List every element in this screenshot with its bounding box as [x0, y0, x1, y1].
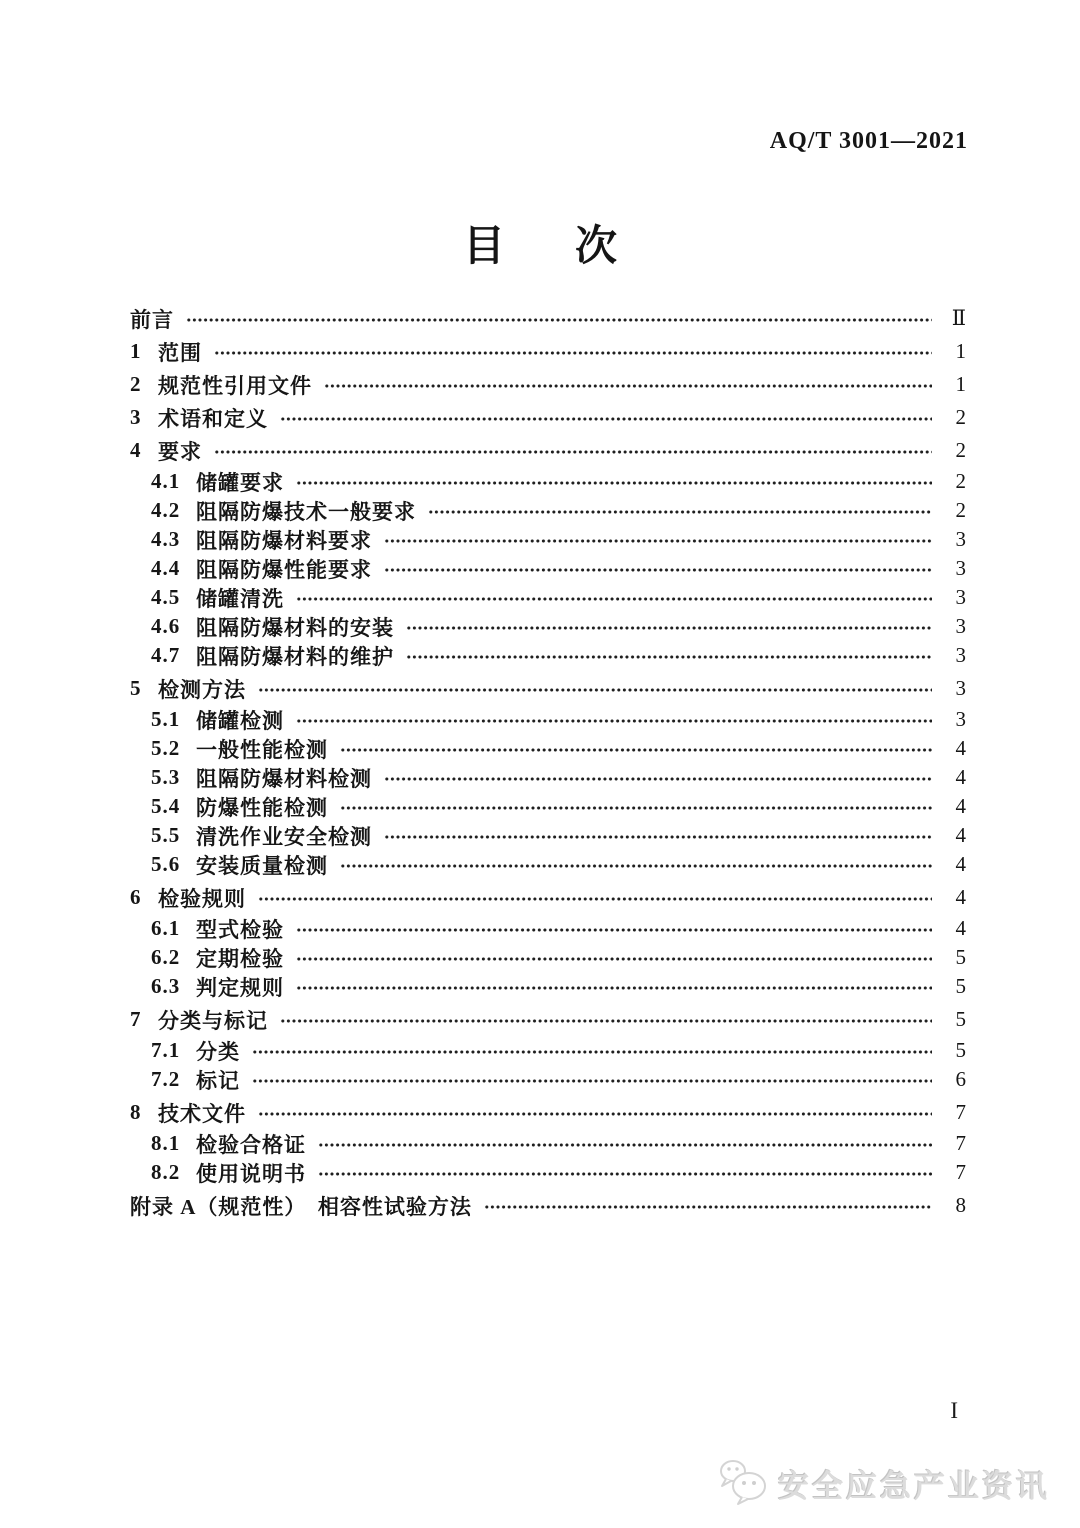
- toc-entry-number: 6: [130, 885, 142, 909]
- toc-entry-number: 7.1: [151, 1038, 181, 1062]
- toc-entry-label: 范围: [158, 340, 202, 365]
- toc-entry-number: 5.6: [151, 852, 181, 876]
- toc-entry-number: 5.4: [151, 794, 181, 818]
- toc-entry-label: 防爆性能检测: [196, 795, 328, 820]
- dot-leader-icon: [252, 1036, 932, 1065]
- toc-entry-label: 储罐清洗: [196, 586, 284, 611]
- toc-entry-label: 阻隔防爆技术一般要求: [196, 499, 416, 524]
- dot-leader-icon: [324, 370, 932, 399]
- toc-entry-page: 4: [955, 823, 966, 847]
- toc-entry: [130, 467, 966, 496]
- toc-entry-page: 7: [955, 1131, 966, 1155]
- page-title: 目 次: [462, 224, 631, 270]
- toc-entry-label: 术语和定义: [158, 406, 268, 431]
- toc-entry: [130, 972, 966, 1001]
- toc-entry: [130, 914, 966, 943]
- toc-entry-label: 判定规则: [196, 975, 284, 1000]
- dot-leader-icon: [296, 914, 932, 943]
- toc-entry-page: 3: [955, 676, 966, 700]
- watermark: [718, 1458, 1050, 1508]
- toc-entry-label: 附录 A（规范性） 相容性试验方法: [130, 1194, 472, 1219]
- dot-leader-icon: [258, 674, 932, 703]
- toc-entry-page: 4: [955, 852, 966, 876]
- dot-leader-icon: [296, 943, 932, 972]
- toc-entry-number: 3: [130, 405, 142, 429]
- toc-entry: [130, 674, 966, 703]
- toc-entry-number: 2: [130, 372, 142, 396]
- dot-leader-icon: [258, 883, 932, 912]
- dot-leader-icon: [186, 304, 932, 333]
- toc-entry-label: 技术文件: [158, 1101, 246, 1126]
- toc-entry-label: 前言: [130, 307, 174, 332]
- dot-leader-icon: [214, 337, 932, 366]
- toc-entry-number: 6.2: [151, 945, 181, 969]
- dot-leader-icon: [252, 1065, 932, 1094]
- standard-code: AQ/T 3001—2021: [769, 128, 968, 154]
- toc-entry: [130, 554, 966, 583]
- toc-entry-number: 8: [130, 1100, 142, 1124]
- toc-entry-page: 5: [955, 945, 966, 969]
- dot-leader-icon: [318, 1129, 932, 1158]
- toc-entry-page: 5: [955, 1038, 966, 1062]
- toc-entry-page: 3: [955, 585, 966, 609]
- toc-entry: [130, 1191, 966, 1220]
- toc-entry: [130, 1129, 966, 1158]
- toc-entry-page: 4: [955, 885, 966, 909]
- toc-entry-page: 1: [955, 372, 966, 396]
- toc-entry-label: 定期检验: [196, 946, 284, 971]
- toc-entry-label: 清洗作业安全检测: [196, 824, 372, 849]
- toc-list: [130, 304, 966, 1222]
- toc-entry: [130, 304, 966, 333]
- toc-entry-label: 使用说明书: [196, 1161, 306, 1186]
- toc-entry-number: 5.1: [151, 707, 181, 731]
- toc-entry: [130, 1065, 966, 1094]
- dot-leader-icon: [384, 821, 932, 850]
- toc-entry: [130, 525, 966, 554]
- toc-entry-page: 3: [955, 556, 966, 580]
- toc-entry-number: 6.1: [151, 916, 181, 940]
- dot-leader-icon: [258, 1098, 932, 1127]
- toc-entry: [130, 705, 966, 734]
- toc-entry-page: Ⅱ: [951, 306, 966, 330]
- dot-leader-icon: [406, 641, 932, 670]
- wechat-icon: [718, 1458, 770, 1508]
- toc-entry-page: 2: [955, 405, 966, 429]
- toc-entry: [130, 496, 966, 525]
- dot-leader-icon: [340, 850, 932, 879]
- dot-leader-icon: [296, 583, 932, 612]
- toc-entry-label: 检验合格证: [196, 1132, 306, 1157]
- dot-leader-icon: [340, 792, 932, 821]
- toc-entry-page: 8: [955, 1193, 966, 1217]
- toc-entry-page: 4: [955, 916, 966, 940]
- toc-entry-page: 7: [955, 1160, 966, 1184]
- dot-leader-icon: [384, 525, 932, 554]
- toc-entry: [130, 763, 966, 792]
- toc-entry-page: 2: [955, 498, 966, 522]
- toc-entry: [130, 337, 966, 366]
- toc-entry-number: 4: [130, 438, 142, 462]
- dot-leader-icon: [318, 1158, 932, 1187]
- toc-entry-label: 阻隔防爆材料的维护: [196, 644, 394, 669]
- toc-entry-label: 分类与标记: [158, 1008, 268, 1033]
- toc-entry: [130, 821, 966, 850]
- toc-entry: [130, 583, 966, 612]
- toc-entry-label: 阻隔防爆材料检测: [196, 766, 372, 791]
- toc-entry-label: 要求: [158, 439, 202, 464]
- toc-entry: [130, 436, 966, 465]
- toc-entry: [130, 1098, 966, 1127]
- toc-entry-label: 阻隔防爆性能要求: [196, 557, 372, 582]
- toc-entry-label: 检验规则: [158, 886, 246, 911]
- dot-leader-icon: [296, 467, 932, 496]
- dot-leader-icon: [280, 1005, 932, 1034]
- toc-entry-page: 2: [955, 438, 966, 462]
- toc-entry-number: 4.4: [151, 556, 181, 580]
- toc-entry-number: 4.6: [151, 614, 181, 638]
- toc-entry-page: 3: [955, 643, 966, 667]
- toc-entry-label: 规范性引用文件: [158, 373, 312, 398]
- toc-entry-number: 1: [130, 339, 142, 363]
- watermark-text: 安全应急产业资讯: [778, 1468, 1050, 1504]
- toc-entry-number: 8.2: [151, 1160, 181, 1184]
- toc-entry-number: 4.1: [151, 469, 181, 493]
- dot-leader-icon: [428, 496, 932, 525]
- dot-leader-icon: [296, 972, 932, 1001]
- toc-entry-number: 5.2: [151, 736, 181, 760]
- toc-entry-number: 6.3: [151, 974, 181, 998]
- toc-entry-page: 3: [955, 527, 966, 551]
- toc-entry: [130, 1036, 966, 1065]
- toc-entry-page: 1: [955, 339, 966, 363]
- toc-entry-page: 4: [955, 736, 966, 760]
- toc-entry-label: 安装质量检测: [196, 853, 328, 878]
- toc-entry: [130, 403, 966, 432]
- toc-entry: [130, 943, 966, 972]
- toc-entry-label: 型式检验: [196, 917, 284, 942]
- dot-leader-icon: [214, 436, 932, 465]
- toc-entry-number: 5.5: [151, 823, 181, 847]
- toc-entry-number: 4.5: [151, 585, 181, 609]
- toc-entry-number: 7: [130, 1007, 142, 1031]
- toc-entry-label: 一般性能检测: [196, 737, 328, 762]
- toc-entry-label: 分类: [196, 1039, 240, 1064]
- dot-leader-icon: [340, 734, 932, 763]
- dot-leader-icon: [406, 612, 932, 641]
- dot-leader-icon: [296, 705, 932, 734]
- dot-leader-icon: [384, 554, 932, 583]
- toc-entry-page: 2: [955, 469, 966, 493]
- toc-entry: [130, 370, 966, 399]
- toc-entry-number: 5.3: [151, 765, 181, 789]
- toc-entry: [130, 1158, 966, 1187]
- toc-entry-number: 5: [130, 676, 142, 700]
- toc-entry-page: 3: [955, 614, 966, 638]
- toc-entry-number: 4.3: [151, 527, 181, 551]
- toc-entry: [130, 850, 966, 879]
- toc-entry: [130, 1005, 966, 1034]
- toc-entry: [130, 883, 966, 912]
- page-number: I: [950, 1398, 958, 1423]
- toc-entry-label: 检测方法: [158, 677, 246, 702]
- toc-entry: [130, 792, 966, 821]
- toc-entry: [130, 734, 966, 763]
- toc-entry-page: 5: [955, 1007, 966, 1031]
- toc-entry-page: 6: [955, 1067, 966, 1091]
- toc-entry: [130, 641, 966, 670]
- toc-entry-number: 4.2: [151, 498, 181, 522]
- toc-entry-page: 5: [955, 974, 966, 998]
- dot-leader-icon: [384, 763, 932, 792]
- toc-entry-page: 4: [955, 794, 966, 818]
- toc-entry-number: 8.1: [151, 1131, 181, 1155]
- toc-entry-page: 4: [955, 765, 966, 789]
- toc-entry-label: 阻隔防爆材料要求: [196, 528, 372, 553]
- toc-entry-page: 3: [955, 707, 966, 731]
- toc-entry-label: 储罐检测: [196, 708, 284, 733]
- toc-entry: [130, 612, 966, 641]
- toc-entry-number: 7.2: [151, 1067, 181, 1091]
- toc-entry-number: 4.7: [151, 643, 181, 667]
- dot-leader-icon: [280, 403, 932, 432]
- toc-entry-label: 储罐要求: [196, 470, 284, 495]
- toc-entry-label: 标记: [196, 1068, 240, 1093]
- toc-entry-page: 7: [955, 1100, 966, 1124]
- dot-leader-icon: [484, 1191, 932, 1220]
- toc-entry-label: 阻隔防爆材料的安装: [196, 615, 394, 640]
